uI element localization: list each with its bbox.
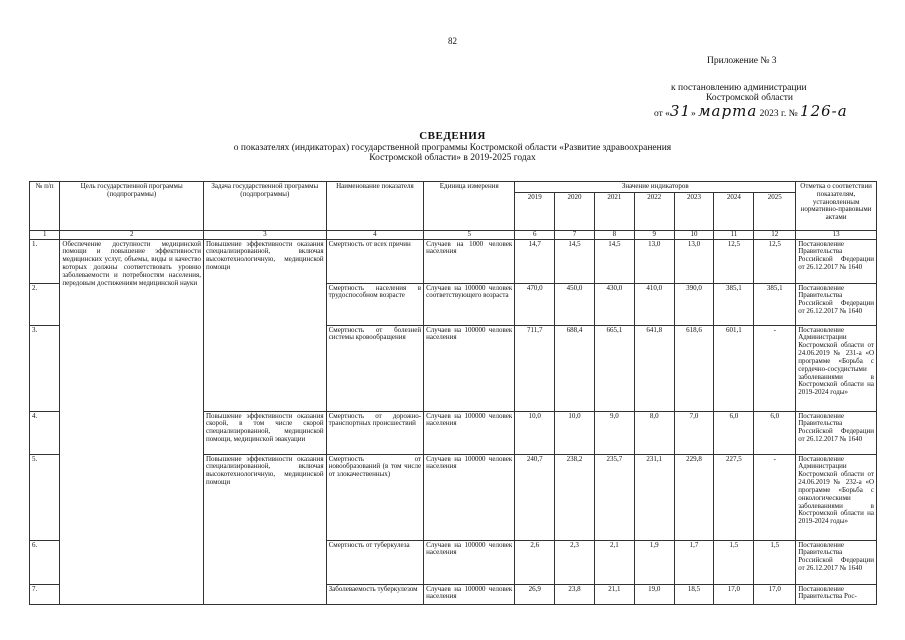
row-num: 2. (30, 283, 60, 325)
value-cell: 450,0 (555, 283, 595, 325)
note-cell: Постановление Правительства Российской Федерации от 26.12.2017 № 1640 (796, 411, 877, 454)
value-cell: 235,7 (594, 454, 634, 540)
value-cell: - (754, 454, 796, 540)
document-subtitle-1: о показателях (индикаторах) государственной программы Костромской области «Развитие здравоохранения (233, 143, 672, 153)
value-cell: 12,5 (754, 239, 796, 283)
value-cell: 14,7 (515, 239, 555, 283)
value-cell: 26,9 (515, 584, 555, 604)
task-cell: Повышение эффективности оказания скорой, в том числе скорой специализированной, медицинской помощи, медицинской эвакуации (204, 411, 327, 454)
col-number: 3 (204, 230, 327, 239)
value-cell: 13,0 (674, 239, 714, 283)
header-year: 2022 (634, 192, 674, 230)
header-task: Задача государственной программы (подпрограммы) (204, 182, 327, 231)
note-cell: Постановление Правительства Российской Федерации от 26.12.2017 № 1640 (796, 283, 877, 325)
value-cell: 1,5 (754, 540, 796, 584)
note-cell: Постановление Администрации Костромской области от 24.06.2019 № 232-а «О программе «Борьба с онкологическими заболеваниями в Костромской области на 2019-2024 годы» (796, 454, 877, 540)
value-cell: 688,4 (555, 325, 595, 411)
decree-date-line (654, 102, 848, 120)
header-values: Значение индикаторов (515, 182, 796, 193)
document-subtitle-2: Костромской области» в 2019-2025 годах (369, 153, 536, 163)
col-number: 6 (515, 230, 555, 239)
unit-cell: Случаев на 100000 человек населения (424, 454, 515, 540)
indicator-cell: Смертность от туберкулеза (326, 540, 423, 584)
value-cell: 430,0 (594, 283, 634, 325)
value-cell: 665,1 (594, 325, 634, 411)
value-cell: 18,5 (674, 584, 714, 604)
handwritten-number: 126-а (800, 102, 848, 120)
value-cell: 618,6 (674, 325, 714, 411)
handwritten-day: 31 (669, 102, 691, 120)
value-cell: 9,0 (594, 411, 634, 454)
value-cell: 229,8 (674, 454, 714, 540)
value-cell: 10,0 (555, 411, 595, 454)
header-year: 2019 (515, 192, 555, 230)
value-cell: 12,5 (714, 239, 754, 283)
value-cell: 6,0 (754, 411, 796, 454)
value-cell: 1,9 (634, 540, 674, 584)
note-cell: Постановление Правительства Российской Федерации от 26.12.2017 № 1640 (796, 239, 877, 283)
appendix-title: Приложение № 3 (707, 56, 777, 66)
document-title: СВЕДЕНИЯ (419, 130, 486, 142)
row-num: 3. (30, 325, 60, 411)
note-cell: Постановление Правительства Рос- (796, 584, 877, 604)
value-cell: 13,0 (634, 239, 674, 283)
value-cell: 390,0 (674, 283, 714, 325)
row-num: 4. (30, 411, 60, 454)
col-number: 10 (674, 230, 714, 239)
col-number: 1 (30, 230, 60, 239)
value-cell: 14,5 (555, 239, 595, 283)
value-cell: 2,1 (594, 540, 634, 584)
header-unit: Единица измерения (424, 182, 515, 231)
page-number: 82 (448, 36, 457, 46)
header-num: № п/п (30, 182, 60, 231)
unit-cell: Случаев на 100000 человек населения (424, 411, 515, 454)
indicator-cell: Смертность от всех причин (326, 239, 423, 283)
unit-cell: Случаев на 100000 человек населения (424, 584, 515, 604)
col-number: 2 (60, 230, 204, 239)
value-cell: 711,7 (515, 325, 555, 411)
decree-line-1: к постановлению администрации (671, 83, 807, 93)
note-cell: Постановление Администрации Костромской области от 24.06.2019 № 231-а «О программе «Борьба с сердечно-сосудистыми заболеваниями в Костромской области на 2019-2024 годы» (796, 325, 877, 411)
value-cell: 410,0 (634, 283, 674, 325)
indicator-cell: Смертность населения в трудоспособном возрасте (326, 283, 423, 325)
indicator-cell: Смертность от дорожно-транспортных происшествий (326, 411, 423, 454)
header-indicator: Наименование показателя (326, 182, 423, 231)
value-cell: 21,1 (594, 584, 634, 604)
value-cell: 227,5 (714, 454, 754, 540)
note-cell: Постановление Правительства Российской Федерации от 26.12.2017 № 1640 (796, 540, 877, 584)
header-year: 2020 (555, 192, 595, 230)
header-year: 2021 (594, 192, 634, 230)
value-cell: 470,0 (515, 283, 555, 325)
value-cell: 19,0 (634, 584, 674, 604)
value-cell: 1,7 (674, 540, 714, 584)
decree-from: от « (654, 109, 670, 119)
decree-mid: » (691, 109, 696, 119)
value-cell: 641,8 (634, 325, 674, 411)
unit-cell: Случаев на 100000 человек населения (424, 540, 515, 584)
indicator-cell: Смертность от болезней системы кровообращения (326, 325, 423, 411)
indicator-cell: Заболеваемость туберкулезом (326, 584, 423, 604)
col-number: 7 (555, 230, 595, 239)
header-goal: Цель государственной программы (подпрограммы) (60, 182, 204, 231)
value-cell: 6,0 (714, 411, 754, 454)
row-num: 5. (30, 454, 60, 540)
value-cell: 240,7 (515, 454, 555, 540)
goal-cell: Обеспечение доступности медицинской помощи и повышение эффективности медицинских услуг, объемы, виды и качество которых должны соответствовать уровню заболеваемости и потребностям населения, передовым достижениям медицинской науки (60, 239, 204, 604)
value-cell: 238,2 (555, 454, 595, 540)
value-cell: 10,0 (515, 411, 555, 454)
header-year: 2023 (674, 192, 714, 230)
row-num: 6. (30, 540, 60, 584)
col-number: 13 (796, 230, 877, 239)
indicators-table (29, 181, 877, 605)
value-cell: 385,1 (714, 283, 754, 325)
value-cell: 601,1 (714, 325, 754, 411)
indicator-cell: Смертность от новообразований (в том числе от злокачественных) (326, 454, 423, 540)
decree-line-2: Костромской области (706, 93, 793, 103)
value-cell: 17,0 (754, 584, 796, 604)
col-number: 12 (754, 230, 796, 239)
header-year: 2024 (714, 192, 754, 230)
col-number: 11 (714, 230, 754, 239)
value-cell: - (754, 325, 796, 411)
row-num: 1. (30, 239, 60, 283)
decree-year: 2023 г. № (759, 109, 798, 119)
value-cell: 17,0 (714, 584, 754, 604)
value-cell: 8,0 (634, 411, 674, 454)
unit-cell: Случаев на 1000 человек населения (424, 239, 515, 283)
value-cell: 2,6 (515, 540, 555, 584)
value-cell: 2,3 (555, 540, 595, 584)
task-cell: Повышение эффективности оказания специализированной, включая высокотехнологичную, медицинской помощи (204, 454, 327, 604)
col-number: 5 (424, 230, 515, 239)
value-cell: 14,5 (594, 239, 634, 283)
value-cell: 7,0 (674, 411, 714, 454)
header-note: Отметка о соответствии показателям, установленным нормативно-правовыми актами (796, 182, 877, 231)
header-year: 2025 (754, 192, 796, 230)
value-cell: 385,1 (754, 283, 796, 325)
col-number: 4 (326, 230, 423, 239)
col-number: 9 (634, 230, 674, 239)
task-cell: Повышение эффективности оказания специализированной, включая высокотехнологичную, медицинской помощи (204, 239, 327, 411)
unit-cell: Случаев на 100000 человек населения (424, 325, 515, 411)
value-cell: 231,1 (634, 454, 674, 540)
value-cell: 1,5 (714, 540, 754, 584)
handwritten-month: марта (698, 102, 758, 120)
row-num: 7. (30, 584, 60, 604)
unit-cell: Случаев на 100000 человек соответствующего возраста (424, 283, 515, 325)
col-number: 8 (594, 230, 634, 239)
table-row (30, 239, 877, 283)
value-cell: 23,8 (555, 584, 595, 604)
